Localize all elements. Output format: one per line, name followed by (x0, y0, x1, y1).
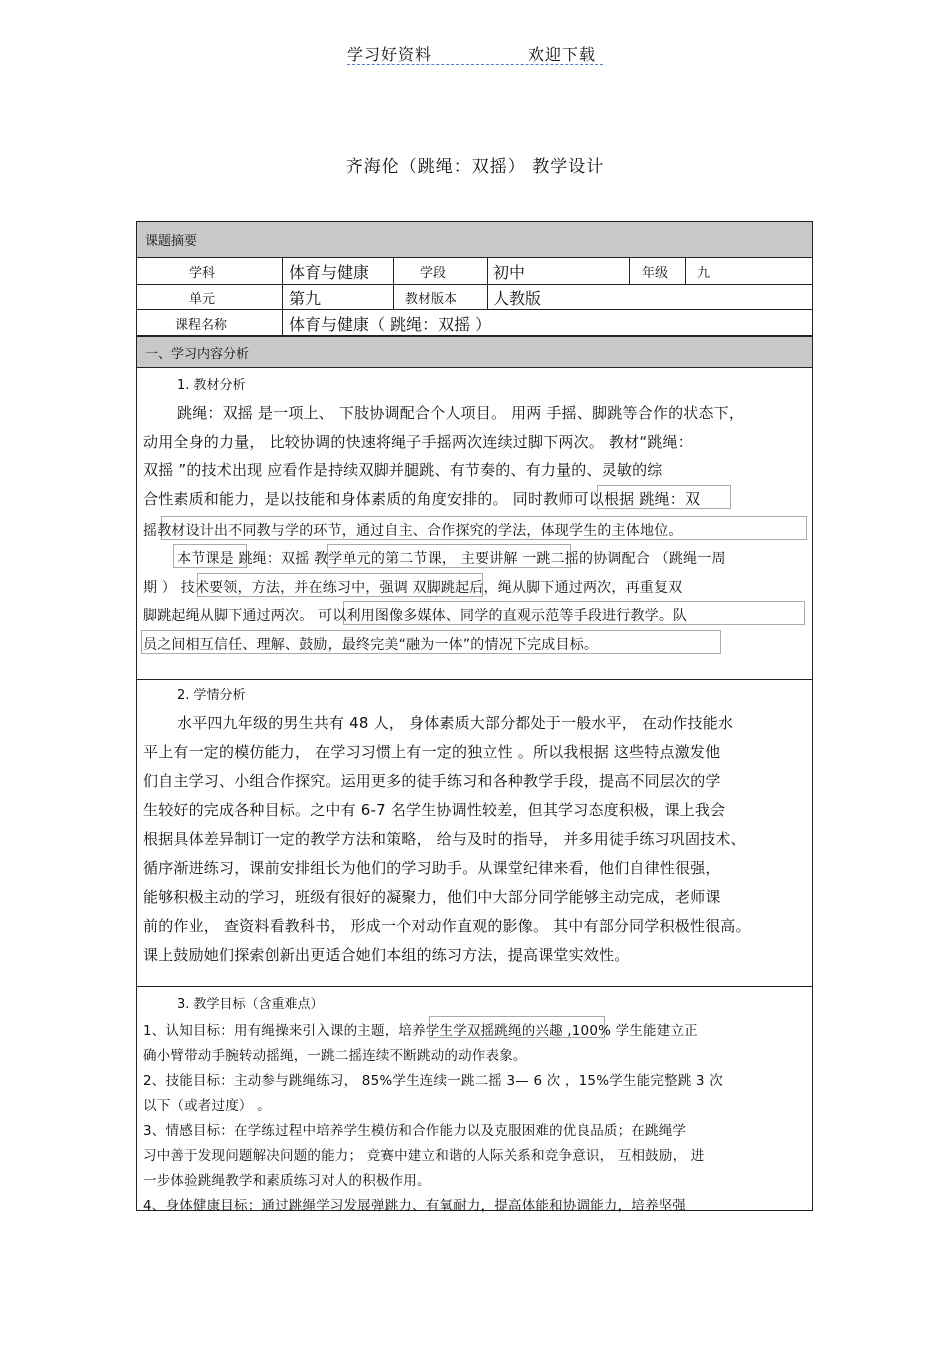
section3-line: 3、情感目标：在学练过程中培养学生模仿和合作能力以及克服困难的优良品质；在跳绳学 (143, 1123, 687, 1139)
subject-value: 体育与健康 (289, 263, 370, 282)
col-divider (393, 258, 394, 310)
col-divider (487, 258, 488, 310)
section2-subheading: 2. 学情分析 (177, 688, 246, 703)
section1-line: 动用全身的力量， 比较协调的快速将绳子手摇两次连续过脚下两次。 教材“跳绳： (143, 433, 693, 451)
section1-subheading: 1. 教材分析 (177, 378, 246, 393)
course-label: 课程名称 (175, 318, 228, 333)
section2-line: 平上有一定的模仿能力， 在学习习惯上有一定的独立性 。所以我根据 这些特点激发他 (143, 743, 721, 761)
section3-line: 2、技能目标：主动参与跳绳练习， 85%学生连续一跳二摇 3— 6 次 ，15%学生能完整跳 3 次 (143, 1073, 723, 1089)
section2-line: 能够积极主动的学习，班级有很好的凝聚力，他们中大部分同学能够主动完成，老师课 (143, 888, 721, 906)
col-divider (282, 258, 283, 335)
section1-heading: 一、学习内容分析 (145, 346, 250, 362)
section3-line: 一步体验跳绳教学和素质练习对人的积极作用。 (143, 1173, 431, 1189)
section3-line: 习中善于发现问题解决问题的能力； 竞赛中建立和谐的人际关系和竞争意识， 互相鼓励， 进 (143, 1148, 705, 1164)
unit-label: 单元 (189, 292, 216, 307)
row-divider (137, 284, 812, 285)
section2-line: 水平四九年级的男生共有 48 人， 身体素质大部分都处于一般水平， 在动作技能水 (177, 714, 734, 732)
stage-value: 初中 (493, 263, 526, 282)
section-divider (137, 679, 812, 680)
section3-subheading: 3. 教学目标（含重难点） (177, 997, 324, 1012)
document-title: 齐海伦（跳绳：双摇） 教学设计 (345, 157, 605, 177)
section1-line: 脚跳起绳从脚下通过两次。 可以利用图像多媒体、同学的直观示范等手段进行教学。队 (143, 608, 688, 624)
unit-value: 第九 (289, 289, 322, 308)
grade-value: 九 (697, 266, 711, 281)
edition-value: 人教版 (493, 289, 542, 308)
edition-label: 教材版本 (405, 292, 458, 307)
summary-label: 课题摘要 (145, 234, 198, 249)
lesson-table (136, 221, 813, 1214)
course-value: 体育与健康（ 跳绳：双摇 ） (289, 315, 492, 334)
section2-line: 们自主学习、小组合作探究。运用更多的徒手练习和各种教学手段，提高不同层次的学 (143, 772, 721, 790)
section3-line: 以下（或者过度） 。 (143, 1098, 271, 1114)
col-divider (685, 258, 686, 284)
stage-label: 学段 (420, 266, 447, 281)
section2-line: 根据具体差异制订一定的教学方法和策略， 给与及时的指导， 并多用徒手练习巩固技术、 (143, 830, 746, 848)
header-left: 学习好资料 (347, 45, 433, 64)
section3-line: 4、身体健康目标：通过跳绳学习发展弹跳力、有氧耐力，提高体能和协调能力，培养坚强 (143, 1198, 687, 1214)
grade-label: 年级 (642, 266, 669, 281)
header-underline (347, 64, 603, 65)
header-right: 欢迎下载 (528, 45, 597, 64)
section2-line: 前的作业， 查资料看教科书， 形成一个对动作直观的影像。 其中有部分同学积极性很高。 (143, 917, 751, 935)
section1-line: 合性素质和能力，是以技能和身体素质的角度安排的。 同时教师可以根据 跳绳：双 (143, 490, 701, 508)
row-divider (137, 309, 812, 310)
section1-line: 跳绳：双摇 是一项上、 下肢协调配合个人项目。 用两 手摇、脚跳等合作的状态下， (177, 404, 745, 422)
section2-line: 循序渐进练习，课前安排组长为他们的学习助手。从课堂纪律来看，他们自律性很强， (143, 859, 721, 877)
section1-line: 员之间相互信任、理解、鼓励，最终完美“融为一体”的情况下完成目标。 (143, 637, 599, 653)
section2-line: 课上鼓励她们探索创新出更适合她们本组的练习方法，提高课堂实效性。 (143, 946, 630, 964)
section1-line: 摇教材设计出不同教与学的环节，通过自主、合作探究的学法，体现学生的主体地位。 (143, 523, 683, 539)
section1-band (137, 336, 812, 368)
col-divider (629, 258, 630, 284)
section3-line: 确小臂带动手腕转动摇绳，一跳二摇连续不断跳动的动作表象。 (143, 1048, 527, 1064)
section1-line: 期 ） 技术要领，方法，并在练习中，强调 双脚跳起后，绳从脚下通过两次，再重复双 (143, 580, 683, 596)
section1-line: 双摇 ”的技术出现 应看作是持续双脚并腿跳、有节奏的、有力量的、灵敏的综 (143, 461, 663, 479)
section-divider (137, 986, 812, 987)
section1-line: 本节课是 跳绳：双摇 教学单元的第二节课， 主要讲解 一跳二摇的协调配合 （跳绳一周 (177, 551, 726, 567)
summary-band (137, 222, 812, 258)
subject-label: 学科 (189, 266, 216, 281)
section3-line: 1、认知目标：用有绳操来引入课的主题，培养学生学双摇跳绳的兴趣 ,100% 学生能建立正 (143, 1023, 698, 1039)
section2-line: 生较好的完成各种目标。之中有 6-7 名学生协调性较差，但其学习态度积极，课上我会 (143, 801, 726, 819)
